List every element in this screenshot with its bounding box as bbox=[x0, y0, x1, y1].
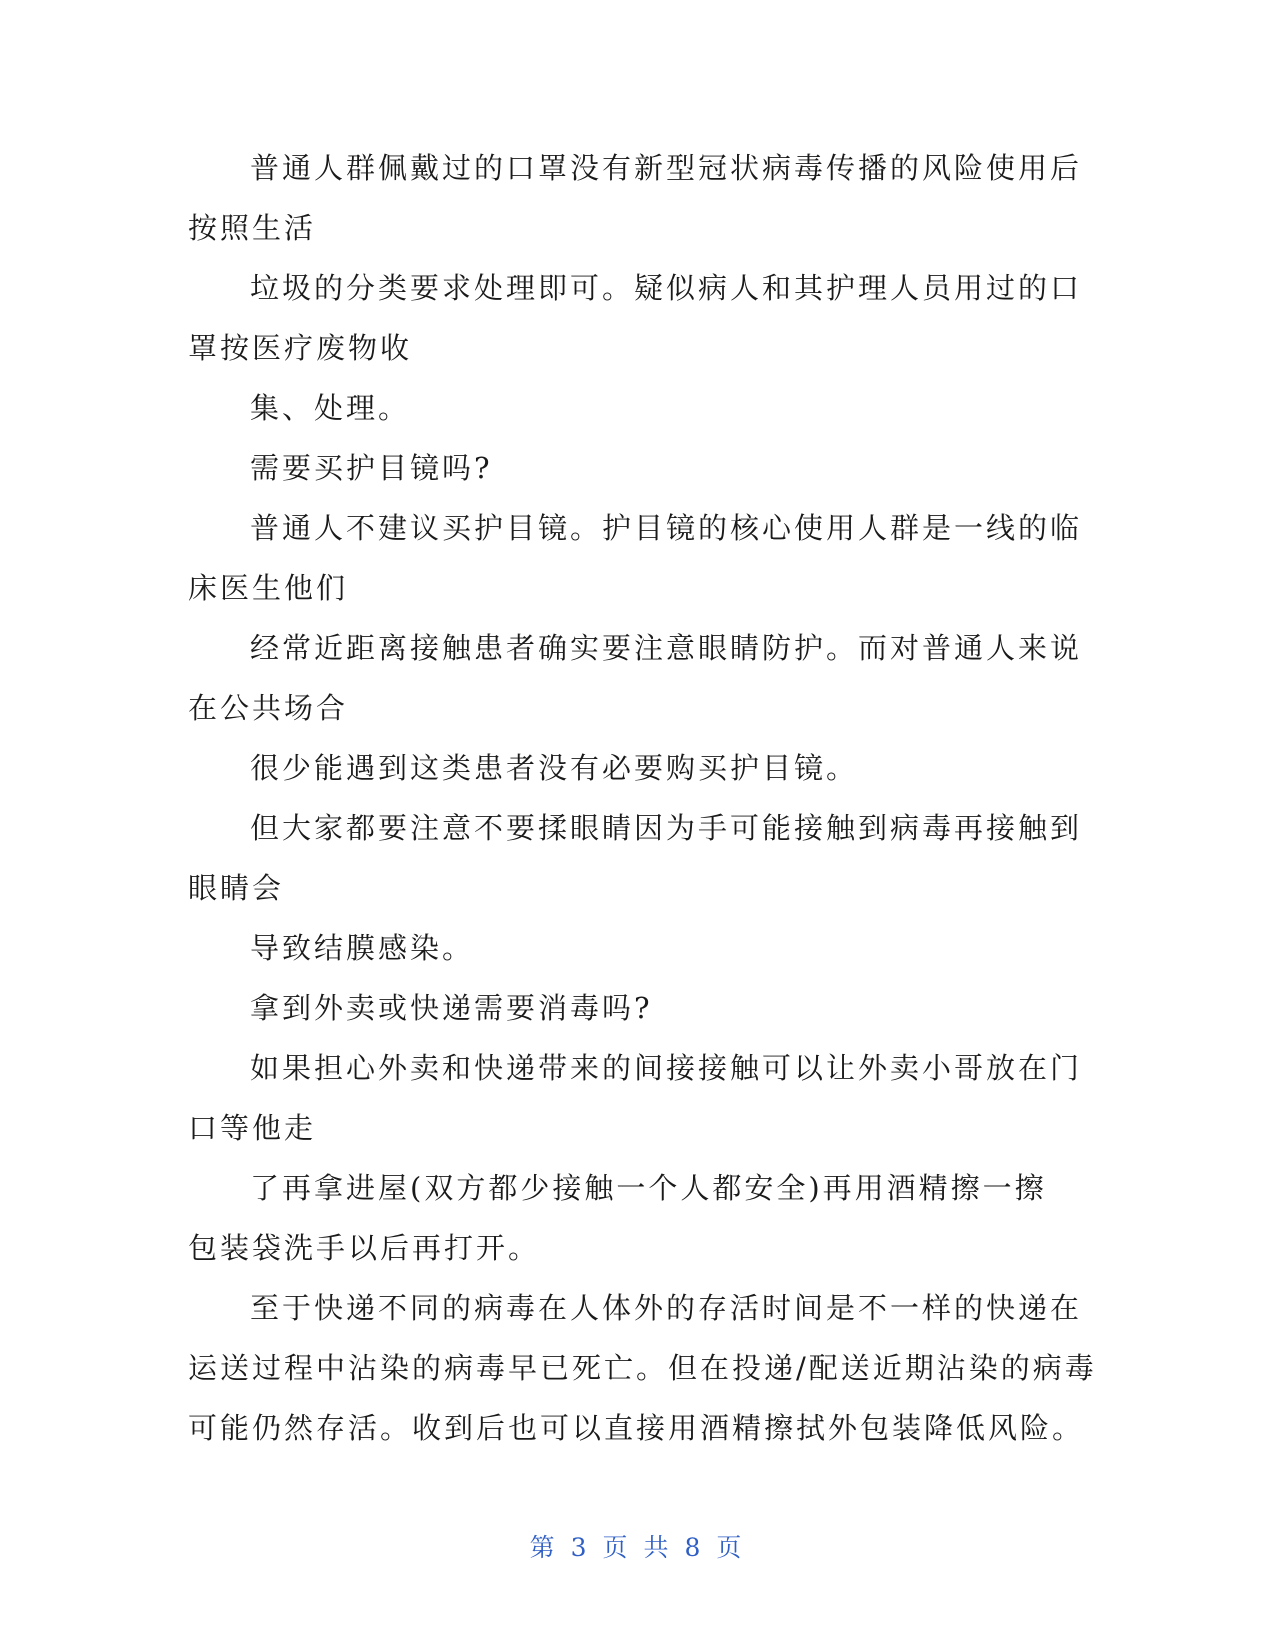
current-page-number: 3 bbox=[570, 1533, 591, 1562]
paragraph-line: 在公共场合 bbox=[188, 691, 349, 725]
paragraph-line: 了再拿进屋(双方都少接触一个人都安全)再用酒精擦一擦 bbox=[250, 1171, 1047, 1205]
paragraph-line: 普通人不建议买护目镜。护目镜的核心使用人群是一线的临 bbox=[250, 511, 1083, 545]
document-body bbox=[188, 138, 1097, 1458]
paragraph-line: 可能仍然存活。收到后也可以直接用酒精擦拭外包装降低风险。 bbox=[188, 1411, 1085, 1445]
footer-suffix: 页 bbox=[716, 1533, 746, 1562]
paragraph-line: 但大家都要注意不要揉眼睛因为手可能接触到病毒再接触到 bbox=[250, 811, 1083, 845]
section-question: 拿到外卖或快递需要消毒吗? bbox=[250, 991, 653, 1025]
paragraph-line: 口等他走 bbox=[188, 1111, 317, 1145]
page-footer bbox=[0, 1528, 1275, 1564]
footer-page-word: 页 bbox=[602, 1533, 632, 1562]
paragraph-line: 经常近距离接触患者确实要注意眼睛防护。而对普通人来说 bbox=[250, 631, 1083, 665]
section-question: 需要买护目镜吗? bbox=[250, 451, 493, 485]
paragraph-line: 垃圾的分类要求处理即可。疑似病人和其护理人员用过的口 bbox=[250, 271, 1083, 305]
footer-total-word: 共 bbox=[643, 1533, 673, 1562]
paragraph-line: 床医生他们 bbox=[188, 571, 349, 605]
footer-prefix: 第 bbox=[529, 1533, 559, 1562]
paragraph-line: 按照生活 bbox=[188, 211, 317, 245]
paragraph-line: 包装袋洗手以后再打开。 bbox=[188, 1231, 541, 1265]
paragraph-line: 至于快递不同的病毒在人体外的存活时间是不一样的快递在 bbox=[250, 1291, 1083, 1325]
paragraph-line: 导致结膜感染。 bbox=[250, 931, 475, 965]
paragraph-line: 运送过程中沾染的病毒早已死亡。但在投递/配送近期沾染的病毒 bbox=[188, 1351, 1097, 1385]
paragraph-line: 集、处理。 bbox=[250, 391, 411, 425]
paragraph-line: 罩按医疗废物收 bbox=[188, 331, 413, 365]
paragraph-line: 普通人群佩戴过的口罩没有新型冠状病毒传播的风险使用后 bbox=[250, 151, 1083, 185]
total-page-number: 8 bbox=[684, 1533, 705, 1562]
paragraph-line: 很少能遇到这类患者没有必要购买护目镜。 bbox=[250, 751, 859, 785]
paragraph-line: 眼睛会 bbox=[188, 871, 285, 905]
paragraph-line: 如果担心外卖和快递带来的间接接触可以让外卖小哥放在门 bbox=[250, 1051, 1083, 1085]
